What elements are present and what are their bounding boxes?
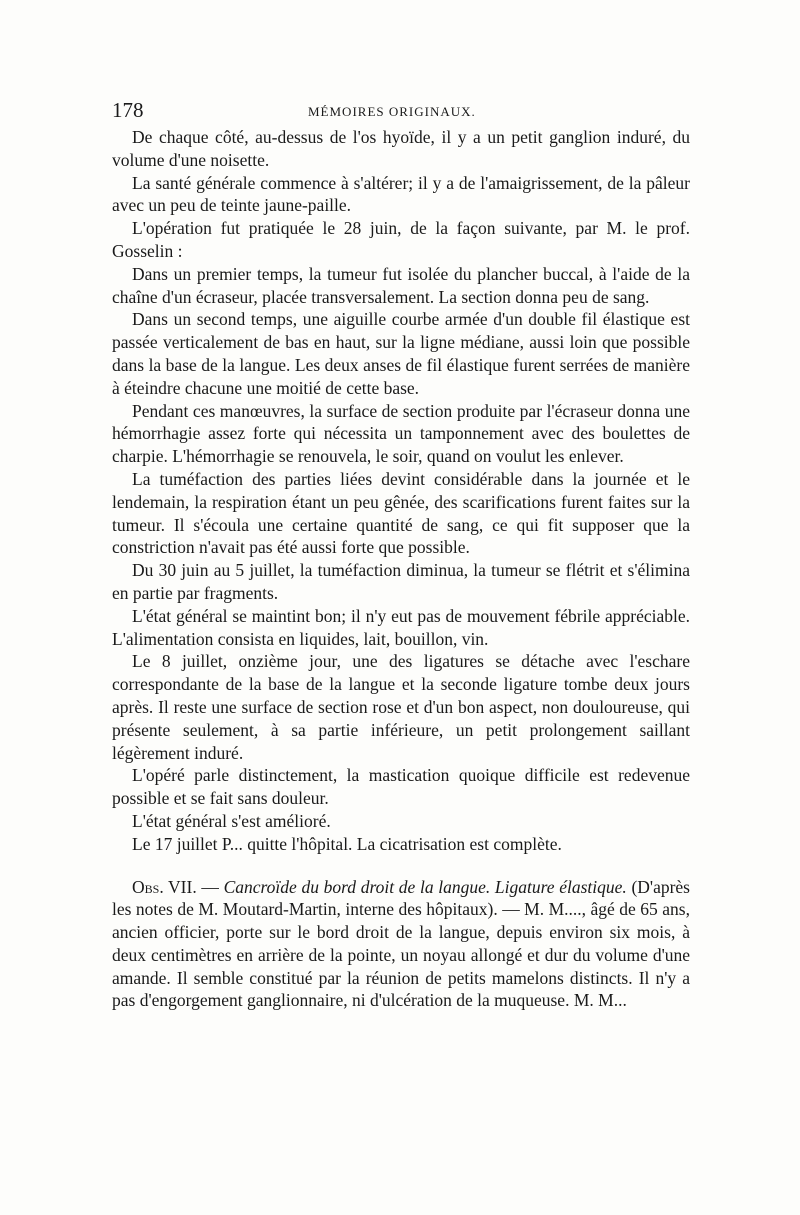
paragraph: L'opération fut pratiquée le 28 juin, de la façon suivante, par M. le prof. Gosselin :: [112, 218, 690, 261]
paragraph: De chaque côté, au-dessus de l'os hyoïde, il y a un petit ganglion induré, du volume d'une noisette.: [112, 127, 690, 170]
body-text: [112, 126, 690, 1012]
paragraph: Le 8 juillet, onzième jour, une des ligatures se détache avec l'eschare correspondante de la base de la langue et la seconde ligature tombe deux jours après. Il reste une surface de section rose et d'un bon aspect, non douloureuse, qui présente seulement, à sa partie inférieure, un petit prolongement saillant légèrement induré.: [112, 651, 690, 763]
paragraph: Du 30 juin au 5 juillet, la tuméfaction diminua, la tumeur se flétrit et s'élimina en partie par fragments.: [112, 560, 690, 603]
paragraph: Pendant ces manœuvres, la surface de section produite par l'écraseur donna une hémorrhagie assez forte qui nécessita un tamponnement avec des boulettes de charpie. L'hémorrhagie se renouvela, le soir, quand on voulut les enlever.: [112, 400, 690, 467]
running-head: MÉMOIRES ORIGINAUX.: [308, 104, 476, 119]
page-number: 178: [112, 98, 144, 122]
paragraph: La tuméfaction des parties liées devint considérable dans la journée et le lendemain, la respiration étant un peu gênée, des scarifications furent faites sur la tumeur. Il s'écoula une certaine quantité de sang, ce qui fit supposer que la constriction n'avait pas été aussi forte que possible.: [112, 468, 690, 558]
paragraph: L'état général s'est amélioré.: [132, 810, 331, 831]
paragraph: L'état général se maintint bon; il n'y eut pas de mouvement fébrile appréciable. L'alimentation consista en liquides, lait, bouillon, vin.: [112, 605, 690, 649]
observation-title: Cancroïde du bord droit de la langue. Ligature élastique.: [223, 876, 627, 897]
page-header: [112, 98, 690, 124]
paragraph: Dans un second temps, une aiguille courbe armée d'un double fil élastique est passée verticalement de bas en haut, sur la ligne médiane, aussi loin que possible dans la base de la langue. Les deux anses de fil élastique furent serrées de manière à éteindre chacune une moitié de cette base.: [112, 309, 690, 398]
paragraph: L'opéré parle distinctement, la mastication quoique difficile est redevenue possible et se fait sans douleur.: [112, 765, 690, 809]
observation-paragraph: [112, 876, 690, 1013]
observation-text: (D'après les notes de M. Moutard-Martin, interne des hôpitaux). — M. M...., âgé de 65 ans, ancien officier, porte sur le bord droit de la langue, depuis environ six mois, à deux centimètres en arrière de la pointe, un noyau allongé et dur du volume d'une amande. Il semble constitué par la réunion de petits mamelons distincts. Il n'y a pas d'engorgement ganglionnaire, ni d'ulcération de la muqueuse. M. M...: [112, 876, 690, 1011]
paragraph: La santé générale commence à s'altérer; il y a de l'amaigrissement, de la pâleur avec un peu de teinte jaune-paille.: [112, 172, 690, 216]
section-gap: [112, 856, 690, 876]
paragraph: Dans un premier temps, la tumeur fut isolée du plancher buccal, à l'aide de la chaîne d'un écraseur, placée transversalement. La section donna peu de sang.: [112, 263, 690, 307]
observation-label: Obs. VII. —: [132, 876, 219, 897]
paragraph: Le 17 juillet P... quitte l'hôpital. La cicatrisation est complète.: [132, 833, 562, 854]
